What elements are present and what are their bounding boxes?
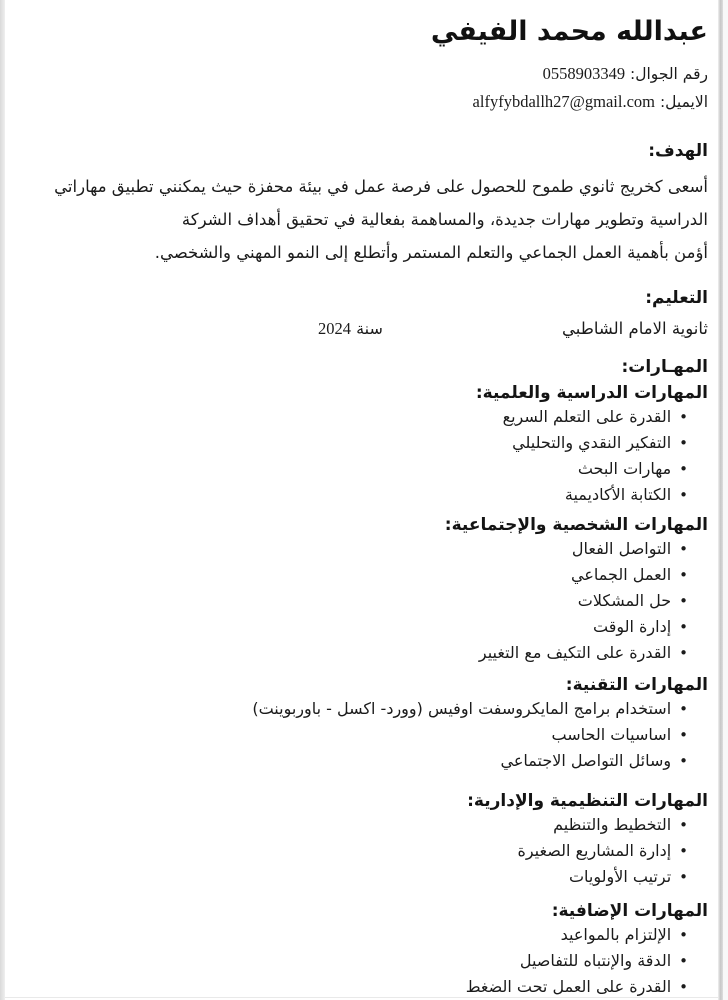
skill-group-title: المهارات الإضافية: [551, 901, 708, 921]
bullet-icon: • [679, 618, 688, 636]
list-item [30, 430, 708, 456]
list-item [30, 404, 708, 430]
list-item [30, 948, 708, 974]
list-item-text: استخدام برامج المايكروسفت اوفيس (وورد- اكسل - باوربوينت) [252, 699, 672, 718]
page-left-edge [0, 0, 5, 1000]
list-item-text: الكتابة الأكاديمية [564, 485, 672, 504]
list-item [30, 588, 708, 614]
skill-group-title: المهارات الدراسية والعلمية: [475, 383, 708, 403]
list-item [30, 640, 708, 666]
list-item [30, 812, 708, 838]
page-bottom-edge-line [5, 997, 718, 998]
bullet-icon: • [679, 752, 688, 770]
bullet-icon: • [679, 460, 688, 478]
list-item [30, 864, 708, 890]
bullet-icon: • [679, 486, 688, 504]
skill-list [30, 922, 708, 1000]
objective-line: أسعى كخريج ثانوي طموح للحصول على فرصة عمل في بيئة محفزة حيث يمكنني تطبيق مهاراتي [54, 177, 708, 196]
bullet-icon: • [679, 434, 688, 452]
bullet-icon: • [679, 726, 688, 744]
objective-body [30, 170, 708, 269]
bullet-icon: • [679, 644, 688, 662]
list-item-text: العمل الجماعي [570, 565, 672, 584]
list-item-text: الإلتزام بالمواعيد [560, 925, 672, 944]
contact-block [30, 60, 708, 116]
list-item [30, 696, 708, 722]
list-item-text: الدقة والإنتباه للتفاصيل [519, 951, 672, 970]
skill-group-title: المهارات الشخصية والإجتماعية: [444, 515, 708, 535]
education-year [318, 318, 383, 340]
list-item-text: ترتيب الأولويات [568, 867, 672, 886]
bullet-icon: • [679, 566, 688, 584]
skill-list [30, 536, 708, 666]
list-item [30, 614, 708, 640]
list-item [30, 456, 708, 482]
education-heading: التعليم: [645, 288, 708, 308]
bullet-icon: • [679, 816, 688, 834]
list-item-text: مهارات البحث [577, 459, 672, 478]
bullet-icon: • [679, 868, 688, 886]
list-item [30, 482, 708, 508]
list-item-text: إدارة الوقت [592, 617, 672, 636]
list-item-text: التخطيط والتنظيم [553, 815, 672, 834]
phone-label: رقم الجوال: [630, 65, 708, 83]
phone-value: 0558903349 [542, 64, 626, 83]
bullet-icon: • [679, 926, 688, 944]
email-line [30, 88, 708, 116]
skill-group-title: المهارات التقنية: [565, 675, 708, 695]
skills-heading: المهـارات: [621, 357, 708, 377]
skill-list [30, 696, 708, 774]
list-item-text: القدرة على التكيف مع التغيير [478, 643, 672, 662]
email-label: الايميل: [659, 93, 708, 111]
objective-line: أؤمن بأهمية العمل الجماعي والتعلم المستمر وأتطلع إلى النمو المهني والشخصي. [154, 243, 708, 262]
list-item-text: حل المشكلات [577, 591, 672, 610]
bullet-icon: • [679, 842, 688, 860]
skill-group-technical [30, 674, 708, 774]
objective-heading: الهدف: [648, 141, 708, 161]
bullet-icon: • [679, 408, 688, 426]
list-item-text: وسائل التواصل الاجتماعي [500, 751, 672, 770]
list-item [30, 838, 708, 864]
list-item-text: التفكير النقدي والتحليلي [512, 433, 672, 452]
bullet-icon: • [679, 952, 688, 970]
list-item-text: القدرة على التعلم السريع [502, 407, 672, 426]
education-row [30, 318, 708, 340]
skill-group-academic [30, 382, 708, 508]
skill-group-organizational [30, 790, 708, 890]
list-item [30, 562, 708, 588]
objective-line: الدراسية وتطوير مهارات جديدة، والمساهمة بفعالية في تحقيق أهداف الشركة [181, 210, 708, 229]
skill-group-personal-social [30, 514, 708, 666]
list-item-text: التواصل الفعال [571, 539, 672, 558]
list-item [30, 748, 708, 774]
list-item-text: القدرة على العمل تحت الضغط [465, 977, 672, 996]
skill-list [30, 812, 708, 890]
email-value: alfyfybdallh27@gmail.com [472, 92, 655, 111]
page-right-margin [723, 0, 728, 1000]
skill-group-title: المهارات التنظيمية والإدارية: [467, 791, 708, 811]
education-year-label: سنة [356, 319, 383, 338]
list-item-text: اساسيات الحاسب [551, 725, 672, 744]
skill-list [30, 404, 708, 508]
list-item-text: إدارة المشاريع الصغيرة [517, 841, 672, 860]
list-item [30, 722, 708, 748]
bullet-icon: • [679, 592, 688, 610]
education-school: ثانوية الامام الشاطبي [562, 319, 708, 338]
list-item [30, 922, 708, 948]
bullet-icon: • [679, 700, 688, 718]
bullet-icon: • [679, 540, 688, 558]
bullet-icon: • [679, 978, 688, 996]
phone-line [30, 60, 708, 88]
education-year-value: 2024 [318, 319, 351, 338]
skill-group-additional [30, 900, 708, 1000]
page-title: عبدالله محمد الفيفي [430, 16, 708, 47]
page-right-edge-line [718, 0, 723, 1000]
list-item [30, 536, 708, 562]
